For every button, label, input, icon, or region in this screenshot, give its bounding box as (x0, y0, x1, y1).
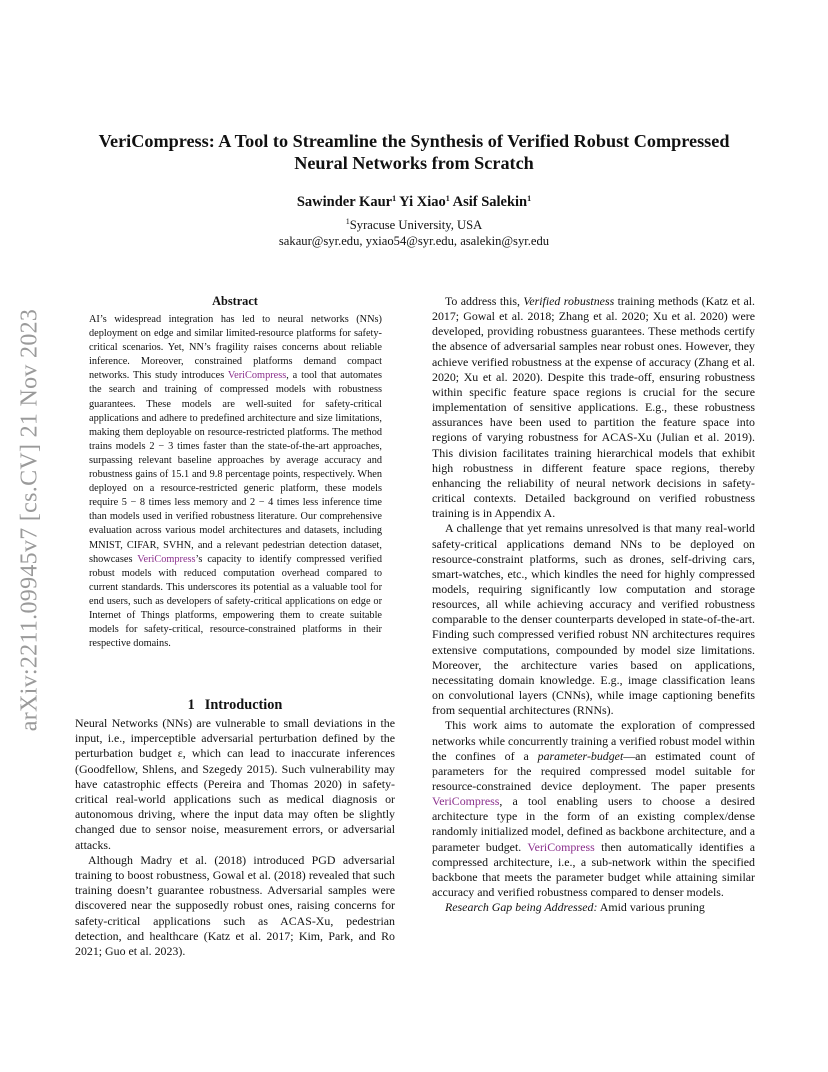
abstract-text (89, 313, 382, 651)
author-list (70, 194, 758, 211)
abstract-text-part: ’s capacity to identify compressed verified robust models with reduced computation overhead compared to current standards. This underscores its potential as a valuable tool for end users, such as developers of safety-critical applications on edge or Internet of Things platforms, empowering them to create suitable models for safety-critical, resource-constrained platforms in their respective domains. (89, 553, 382, 650)
emphasis-text: Verified robustness (523, 294, 615, 308)
author-name: Sawinder Kaur (296, 194, 393, 210)
author-name: Yi Xiao (399, 194, 446, 210)
section-heading (75, 697, 395, 714)
author-emails: sakaur@syr.edu, yxiao54@syr.edu, asalekin@syr.edu (278, 234, 550, 248)
emphasis-text: Research Gap being Addressed: (445, 900, 598, 915)
abstract-heading: Abstract (212, 294, 258, 308)
author-affiliation-mark: 1 (392, 194, 397, 203)
left-column-body (75, 716, 395, 959)
intro-paragraph: Although Madry et al. (2018) introduced PGD adversarial training to boost robustness, Gowal et al. (2018) revealed that such training doesn’t guarantee robustness. Adversarial samples were discovered near the supposedly robust ones, raising concerns for safety-critical applications such as ACAS-Xu, pedestrian detection, and healthcare (Katz et al. 2017; Kim, Park, and Ro 2021; Guo et al. 2023). (75, 852, 395, 959)
paragraph-text: , a tool enabling users to choose a desired architecture type in the form of an existing complex/dense randomly initialized model, defined as backbone architecture, and a parameter budget. (432, 794, 755, 854)
intro-paragraph (432, 900, 755, 915)
abstract-text-part: , a tool that automates the search and training of compressed models with robustness guarantees. These models are well-suited for safety-critical applications and adhere to predefined architecture and size limitations, making them deployable on resource-restricted platforms. The method trains models 2 − 3 times faster than the state-of-the-art approaches, surpassing relevant baseline approaches by average accuracy and robustness gains of 15.1 and 9.8 percentage points, respectively. When deployed on a resource-restricted generic platform, these models require 5 − 8 times less memory and 2 − 4 times less inference time than models used in verified robustness literature. Our comprehensive evaluation across various model architectures and datasets, including MNIST, CIFAR, SVHN, and a relevant pedestrian detection dataset, showcases (89, 370, 382, 565)
tool-link[interactable]: VeriCompress (227, 370, 287, 382)
affiliation (70, 218, 758, 233)
affiliation-mark: 1 (345, 217, 350, 226)
paragraph-text: This work aims to automate the exploration of compressed networks while concurrently training a verified robust model within the confines of a (432, 718, 755, 763)
arxiv-identifier: arXiv:2211.09945v7 [cs.CV] 21 Nov 2023 (16, 308, 43, 732)
section-number: 1 (187, 697, 195, 713)
abstract-text-part: AI’s widespread integration has led to neural networks (NNs) deployment on edge and similar limited-resource platforms for safety-critical scenarios. Yet, NN’s fragility raises concerns about reliable inference. Moreover, constrained platforms demand compact networks. This study introduces (89, 314, 382, 382)
paragraph-text: To address this, (445, 294, 524, 308)
tool-link[interactable]: VeriCompress (432, 794, 500, 809)
paragraph-text: training methods (Katz et al. 2017; Gowal et al. 2018; Zhang et al. 2020; Xu et al. 2020) were developed, providing robustness guarantees. These methods certify the absence of adversarial samples near robust ones. However, they achieve verified robustness at the expense of accuracy (Zhang et al. 2020; Xu et al. 2020). Despite this trade-off, ensuring robustness within specific feature space regions is crucial for the secure implementation of sensitive applications. E.g., these robustness assurances have been used to partition the feature space into regions of varying robustness for ACAS-Xu (Julian et al. 2019). This division facilitates training hierarchical models that exhibit high robustness in different feature space regions, thereby enhancing the reliability of neural network decisions in safety-critical contexts. Detailed background on verified robustness training is in Appendix A. (432, 294, 756, 521)
paragraph-text: then automatically identifies a compressed architecture, i.e., a sub-network within the specified backbone that meets the parameter budget while attaining similar accuracy and verified robustness compared to denser models. (432, 839, 755, 900)
right-column-body (432, 294, 755, 915)
tool-link[interactable]: VeriCompress (137, 553, 196, 565)
author-affiliation-mark: 1 (445, 194, 450, 203)
author-name: Asif Salekin (452, 194, 528, 210)
affiliation-text: Syracuse University, USA (349, 218, 483, 232)
paragraph-text: Amid various pruning (597, 900, 705, 915)
emphasis-text: parameter-budget (537, 748, 624, 763)
intro-paragraph: Neural Networks (NNs) are vulnerable to small deviations in the input, i.e., imperceptible adversarial perturbation defined by the perturbation budget ε, which can lead to inaccurate inferences (Goodfellow, Shlens, and Szegedy 2015). Such vulnerability may have catastrophic effects (Pereira and Thomas 2020) in safety-critical real-world applications such as medical diagnosis or autonomous driving, where the input data may often be slightly changed due to sensor noise, measurement errors, or adversarial attacks. (75, 716, 395, 852)
paper-title: VeriCompress: A Tool to Streamline the Synthesis of Verified Robust Compressed Neural Networks from Scratch (98, 131, 730, 173)
intro-paragraph: A challenge that yet remains unresolved is that many real-world safety-critical applications demand NNs to be deployed on resource-constraint platforms, such as drones, self-driving cars, smart-watches, etc., which kindles the need for highly compressed models, requiring significantly low computation and storage resources, all while achieving accuracy and verified robustness comparable to the denser counterparts developed in state-of-the-art. Finding such compressed verified robust NN architectures requires extensive computations, compounded by model size limitations. Moreover, the architecture varies based on applications, necessitating domain knowledge. E.g., image classification leans on convolutional layers (CNNs), while image captioning benefits from sequential architectures (RNNs). (432, 521, 755, 718)
tool-link[interactable]: VeriCompress (527, 839, 595, 854)
intro-paragraph (432, 294, 755, 521)
intro-paragraph (432, 718, 755, 900)
paragraph-text: —an estimated count of parameters for the required compressed model suitable for resource-constrained device deployment. The paper presents (432, 748, 755, 793)
section-title: Introduction (204, 697, 283, 713)
arxiv-sidebar (10, 270, 50, 770)
author-affiliation-mark: 1 (527, 194, 532, 203)
